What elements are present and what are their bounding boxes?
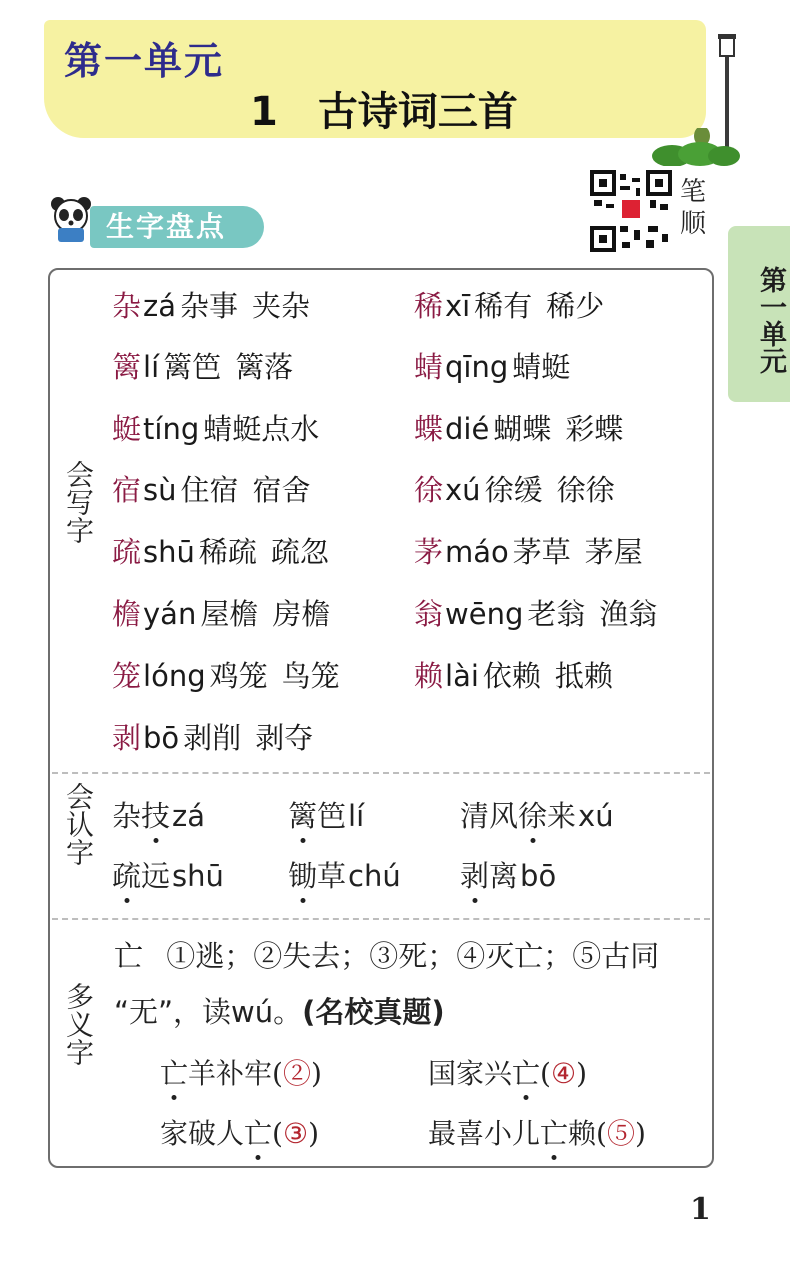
write-word: 剥夺 [255,721,314,755]
lesson-number: 1 [250,89,278,135]
write-word: 屋檐 [200,597,259,631]
write-entry [414,592,671,633]
write-word: 依赖 [482,659,541,693]
write-entry [112,654,354,695]
recognize-pinyin: bō [520,859,557,893]
polysemy-definition [114,934,659,975]
example-pre: 最喜小儿 [428,1117,541,1150]
recognize-pre: 杂 [112,799,142,833]
write-entry [112,592,344,633]
write-char: 剥 [112,721,142,755]
write-entry [414,284,618,325]
polysemy-meanings-cont: “无”，读wú。 [114,995,303,1029]
example-pre: 国家兴 [428,1057,513,1090]
write-word: 住宿 [180,473,239,507]
write-char: 疏 [112,535,142,569]
write-char: 杂 [112,289,142,323]
write-word: 篱落 [235,350,294,384]
write-char: 赖 [414,659,444,693]
write-word: 稀少 [546,289,605,323]
write-pinyin: lí [143,350,160,384]
write-word: 疏忽 [270,535,329,569]
recognize-section-label: 会认字 [62,782,95,866]
example-answer: ② [282,1057,311,1090]
write-word: 稀疏 [198,535,257,569]
recognize-pinyin: zá [172,799,206,833]
write-pinyin: bō [143,721,180,755]
recognize-target-char: 篱 [288,799,318,833]
write-entry [112,345,307,386]
polysemy-example [428,1052,587,1092]
write-word: 抵赖 [554,659,613,693]
write-word: 老翁 [527,597,586,631]
lesson-name: 古诗词三首 [317,89,518,135]
recognize-item [112,794,209,835]
write-pinyin: lài [445,659,479,693]
write-entry [414,468,629,509]
recognize-post: 远 [141,859,171,893]
write-word: 剥削 [183,721,242,755]
write-word: 徐徐 [556,473,615,507]
polysemy-char: 亡 [114,939,144,973]
recognize-post: 草 [317,859,347,893]
write-char: 篱 [112,350,142,384]
write-char: 蝶 [414,412,444,446]
example-answer: ③ [282,1117,309,1150]
example-pre: 家破人 [160,1117,245,1150]
panda-icon [46,194,96,244]
example-target-char: 亡 [244,1117,273,1150]
write-section-label: 会写字 [62,460,95,544]
recognize-target-char: 疏 [112,859,142,893]
write-pinyin: qīng [445,350,509,384]
paren-open: ( [596,1117,607,1150]
write-entry [414,654,627,695]
recognize-pinyin: xú [578,799,614,833]
write-word: 茅草 [512,535,571,569]
paren-open: ( [540,1057,551,1090]
write-pinyin: dié [445,412,490,446]
write-word: 杂事 [180,289,239,323]
write-word: 蝴蝶 [493,412,552,446]
recognize-item [288,794,368,835]
write-word: 徐缓 [484,473,543,507]
write-word: 茅屋 [584,535,643,569]
recognize-post: 笆 [317,799,347,833]
write-word: 渔翁 [599,597,658,631]
unit-title: 第一单元 [64,39,225,83]
example-target-char: 亡 [160,1057,189,1090]
polysemy-definition-cont [114,990,445,1031]
write-word: 蜻蜓 [512,350,571,384]
paren-open: ( [272,1057,283,1090]
write-pinyin: shū [143,535,195,569]
write-word: 彩蝶 [565,412,624,446]
unit-side-tab[interactable]: 第一单元 [728,226,790,402]
write-entry [414,407,637,448]
write-char: 笼 [112,659,142,693]
recognize-item [288,854,405,895]
polysemy-example [160,1112,319,1152]
recognize-post: 来 [547,799,577,833]
recognize-pinyin: lí [348,799,365,833]
paren-close: ) [308,1117,320,1150]
paren-close: ) [576,1057,588,1090]
write-pinyin: tíng [143,412,200,446]
recognize-pinyin: shū [172,859,224,893]
write-word: 鸟笼 [281,659,340,693]
write-pinyin: wēng [445,597,524,631]
recognize-item [460,854,560,895]
write-pinyin: zá [143,289,177,323]
recognize-pinyin: chú [348,859,401,893]
write-pinyin: yán [143,597,197,631]
write-char: 翁 [414,597,444,631]
divider [52,918,710,920]
write-char: 檐 [112,597,142,631]
write-word: 房檐 [272,597,331,631]
recognize-item [460,794,618,835]
example-answer: ⑤ [606,1117,635,1150]
polysemy-example [428,1112,646,1152]
example-answer: ④ [550,1057,577,1090]
write-entry [112,530,343,571]
section-tag: 生字盘点 [90,206,264,248]
qr-label: 笔顺 [679,177,706,239]
recognize-post: 离 [489,859,519,893]
recognize-target-char: 徐 [518,799,548,833]
write-char: 徐 [414,473,444,507]
recognize-item [112,854,228,895]
polysemy-section-label: 多义字 [62,982,95,1066]
vocabulary-box [48,268,714,1168]
write-char: 蜻 [414,350,444,384]
write-pinyin: sù [143,473,177,507]
write-word: 夹杂 [252,289,311,323]
write-char: 宿 [112,473,142,507]
write-word: 蜻蜓点水 [203,412,320,446]
polysemy-example [160,1052,322,1092]
example-target-char: 亡 [540,1117,569,1150]
lesson-title [250,80,518,137]
paren-open: ( [272,1117,283,1150]
write-entry [112,407,333,448]
write-entry [414,530,657,571]
write-pinyin: máo [445,535,509,569]
write-char: 稀 [414,289,444,323]
write-char: 茅 [414,535,444,569]
write-entry [112,284,324,325]
write-entry [414,345,584,386]
example-post: 羊补牢 [188,1057,273,1090]
write-char: 蜓 [112,412,142,446]
example-target-char: 亡 [512,1057,541,1090]
qr-code-icon[interactable] [590,170,672,252]
write-word: 篱笆 [163,350,222,384]
paren-close: ) [635,1117,646,1150]
write-entry [112,468,325,509]
write-pinyin: xī [445,289,471,323]
example-post: 赖 [568,1117,597,1150]
write-word: 鸡笼 [209,659,268,693]
recognize-target-char: 技 [141,799,171,833]
write-pinyin: xú [445,473,481,507]
write-word: 稀有 [474,289,533,323]
polysemy-meanings: ①逃；②失去；③死；④灭亡；⑤古同 [166,939,660,973]
page-number: 1 [690,1192,711,1227]
write-entry [112,716,327,757]
paren-close: ) [310,1057,322,1090]
bush-icon [650,128,740,166]
recognize-target-char: 锄 [288,859,318,893]
write-pinyin: lóng [143,659,206,693]
recognize-pre: 清风 [460,799,519,833]
write-word: 宿舍 [252,473,311,507]
divider [52,772,710,774]
recognize-target-char: 剥 [460,859,490,893]
polysemy-source: (名校真题) [302,995,445,1029]
